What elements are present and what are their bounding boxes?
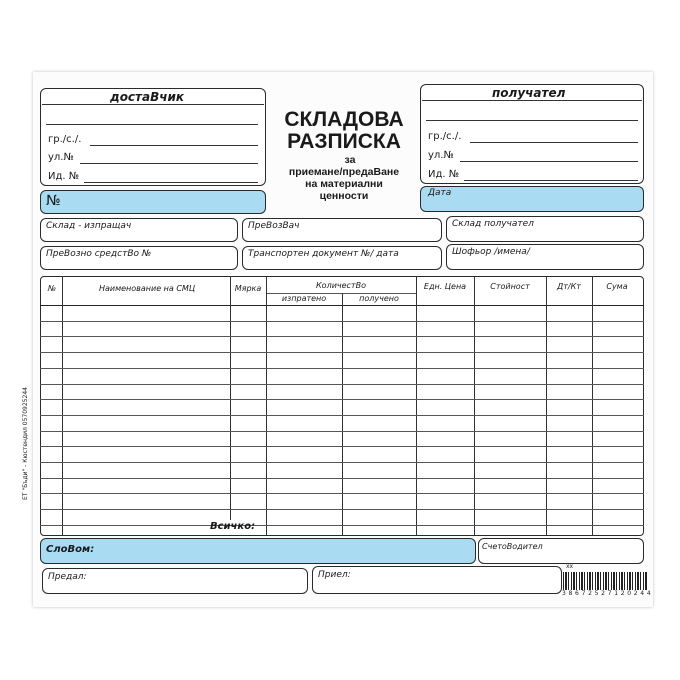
table-row <box>40 384 644 385</box>
supplier-street-label: ул.№ <box>48 152 74 163</box>
recipient-warehouse-label: Склад получател <box>452 219 534 229</box>
in-words-field[interactable] <box>40 538 476 564</box>
carrier-label: ПреВозВач <box>248 221 300 231</box>
quantity-header-divider <box>266 293 416 294</box>
received-by-label: Приел: <box>318 570 351 580</box>
col-divider-unit <box>266 276 267 536</box>
col-divider-name <box>230 276 231 520</box>
handed-by-label: Предал: <box>48 572 87 582</box>
form-title-line1: СКЛАДОВА <box>284 108 404 131</box>
corner-mark: xx <box>566 563 574 570</box>
recipient-header: получател <box>492 86 566 100</box>
vehicle-label: ПреВозно средстВо № <box>46 249 152 259</box>
col-header-dt-kt: Дт/Кт <box>557 282 581 291</box>
supplier-street-line[interactable] <box>80 163 258 164</box>
supplier-id-label: Ид. № <box>48 171 80 182</box>
col-divider-dtkt <box>592 276 593 536</box>
accountant-label: СчетоВодител <box>482 542 543 551</box>
form-title-line2: РАЗПИСКА <box>287 130 401 153</box>
recipient-line-blank <box>426 120 638 121</box>
recipient-id-line[interactable] <box>464 180 638 181</box>
col-header-sent: изпратено <box>281 294 327 303</box>
col-header-value: Стойност <box>490 282 530 291</box>
col-header-sum: Сума <box>606 282 628 291</box>
barcode-number: 3 8 6 7 2 5 2 7 1 2 0 2 4 4 <box>562 590 652 597</box>
form-subtitle-3: на материални <box>305 178 383 190</box>
driver-label: Шофьор /имена/ <box>452 247 530 257</box>
recipient-street-line[interactable] <box>460 161 638 162</box>
table-row <box>40 493 644 494</box>
table-row <box>40 368 644 369</box>
recipient-city-label: гр./с./. <box>428 131 462 142</box>
supplier-header: достаВчик <box>110 90 185 104</box>
recipient-header-line <box>422 100 642 101</box>
supplier-city-line[interactable] <box>90 145 258 146</box>
col-header-no: № <box>47 284 57 293</box>
transport-doc-label: Транспортен документ №/ дата <box>248 249 399 259</box>
form-subtitle-1: за <box>344 154 356 166</box>
recipient-street-label: ул.№ <box>428 150 454 161</box>
col-header-received: получено <box>359 294 399 303</box>
table-row <box>40 509 644 510</box>
date-field[interactable] <box>420 186 644 212</box>
table-row <box>40 446 644 447</box>
col-header-name: Наименование на СМЦ <box>98 284 196 293</box>
col-divider-price <box>474 276 475 536</box>
barcode <box>563 572 647 590</box>
document-number-field[interactable] <box>40 190 266 214</box>
sender-warehouse-label: Склад - изпращач <box>46 221 132 231</box>
form-subtitle-2: приемане/предаВане <box>288 166 400 178</box>
recipient-id-label: Ид. № <box>428 169 460 180</box>
form-subtitle-4: ценности <box>319 190 369 202</box>
date-label: Дата <box>428 188 452 198</box>
table-row <box>40 415 644 416</box>
document-number-label: № <box>46 193 61 209</box>
table-row <box>40 352 644 353</box>
table-row <box>40 399 644 400</box>
table-row <box>40 431 644 432</box>
total-label: Всичко: <box>210 521 256 532</box>
table-row <box>40 478 644 479</box>
col-header-unit: Мярка <box>234 284 262 293</box>
table-row <box>40 336 644 337</box>
table-row <box>40 321 644 322</box>
table-row <box>40 525 644 526</box>
table-row <box>40 462 644 463</box>
recipient-city-line[interactable] <box>470 142 638 143</box>
supplier-line-blank <box>46 124 258 125</box>
col-divider-value <box>546 276 547 536</box>
col-divider-no <box>62 276 63 536</box>
col-divider-quantity <box>416 276 417 536</box>
supplier-header-line <box>42 104 264 105</box>
in-words-label: СлоВом: <box>46 544 95 555</box>
col-header-unit-price: Едн. Цена <box>423 282 467 291</box>
printer-side-text: ET "Бъди" - Кюстендил 0570925244 <box>22 387 29 500</box>
supplier-id-line[interactable] <box>84 182 258 183</box>
supplier-city-label: гр./с./. <box>48 134 82 145</box>
col-header-quantity: КоличестВо <box>316 281 366 290</box>
